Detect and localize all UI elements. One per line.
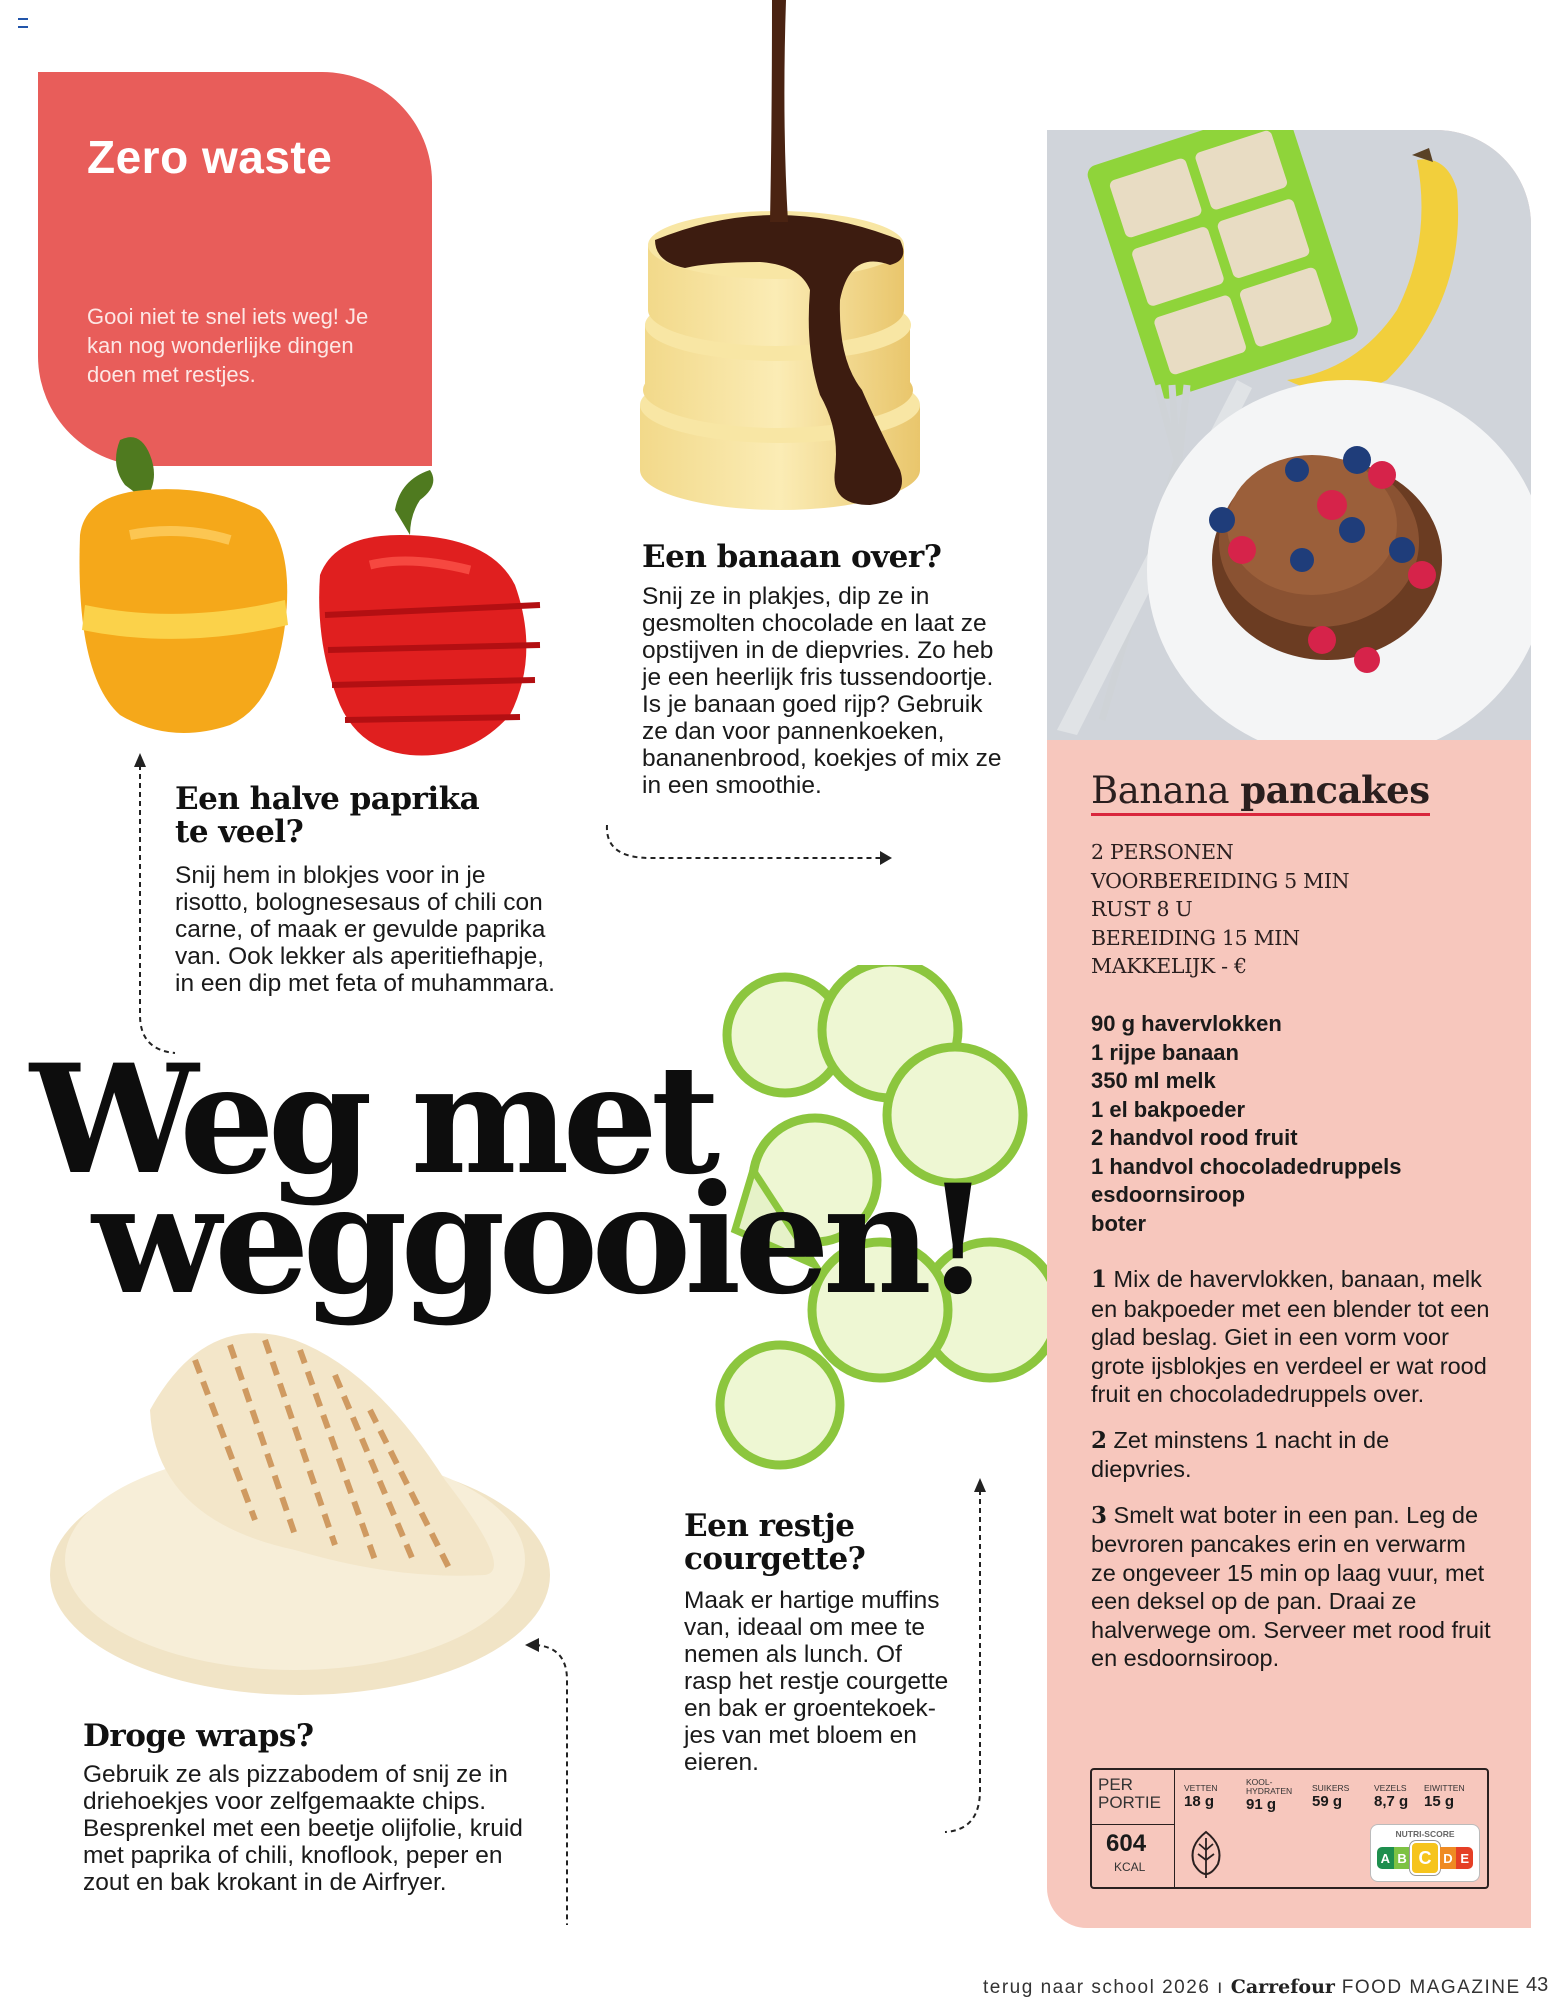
ingredient-item: 90 g havervlokken — [1091, 1011, 1282, 1036]
ingredient-item: esdoornsiroop — [1091, 1182, 1246, 1207]
step-text: Zet minstens 1 nacht in de diepvries. — [1091, 1426, 1390, 1482]
nutrient-fat — [1184, 1784, 1218, 1810]
banana-tip-body: Snij ze in plakjes, dip ze in gesmolten chocolade en laat ze opstijven in de diepvries. Zo heb je een heerlijk fris tussendoortje. Is je banaan goed rijp? Gebruik ze dan voor pannenkoeken, bananenbrood, koekjes of mix ze in een smoothie. — [642, 583, 1002, 799]
per-label: PER — [1098, 1775, 1133, 1794]
recipe-step — [1091, 1426, 1491, 1484]
recipe-title-light: Banana — [1091, 769, 1230, 812]
ingredient-item: 1 el bakpoeder — [1091, 1096, 1246, 1122]
nutrient-value: 59 g — [1312, 1793, 1343, 1810]
footer-brand: Carrefour — [1230, 1976, 1335, 1998]
bell-pepper-image — [70, 425, 590, 775]
footer-magazine: FOOD MAGAZINE — [1341, 1977, 1521, 1998]
banana-tip-heading: Een banaan over? — [642, 539, 942, 575]
recipe-servings: 2 PERSONEN — [1091, 840, 1234, 864]
nutri-score-badge — [1370, 1824, 1480, 1882]
nutri-score-scale — [1377, 1843, 1473, 1873]
recipe-prep-time: VOORBEREIDING 5 MIN — [1091, 868, 1350, 893]
nutrient-protein — [1424, 1784, 1465, 1810]
recipe-step — [1091, 1265, 1491, 1409]
ingredient-item: 1 handvol chocoladedruppels — [1091, 1153, 1402, 1179]
nutri-score-label: NUTRI-SCORE — [1395, 1829, 1455, 1839]
zero-waste-title: Zero waste — [87, 131, 333, 183]
nutrient-sugars — [1312, 1784, 1349, 1810]
nutrition-table — [1090, 1768, 1489, 1889]
ingredient-item: 350 ml melk — [1091, 1068, 1216, 1093]
step-text: Smelt wat boter in een pan. Leg de bevroren pancakes erin en verwarm ze ongeveer 15 min op laag vuur, met een deksel op de pan. Draai ze halverwege om. Serveer met rood fruit en esdoornsiroop. — [1091, 1501, 1491, 1671]
nutrient-label: KOOL-HYDRATEN — [1246, 1777, 1293, 1796]
recipe-cook-time: BEREIDING 15 MIN — [1091, 925, 1300, 950]
step-number: 1 — [1091, 1266, 1108, 1293]
ingredient-item: boter — [1091, 1210, 1146, 1236]
ingredient-list — [1091, 1010, 1402, 1238]
footer-separator: ı — [1217, 1977, 1224, 1998]
wraps-image — [45, 1320, 555, 1700]
courgette-tip-body: Maak er hartige muffins van, ideaal om mee te nemen als lunch. Of rasp het restje courgette en bak er groentekoek-jes van met bloem en eieren. — [684, 1587, 949, 1776]
nutrient-row — [1184, 1778, 1484, 1822]
leaf-icon — [1184, 1828, 1228, 1880]
paprika-tip-body: Snij hem in blokjes voor in je risotto, bolognesesaus of chili con carne, of maak er gevulde paprika van. Ook lekker als aperitiefhapje, in een dip met feta of muhammara. — [175, 862, 555, 997]
paprika-tip-heading: Een halve paprika te veel? — [175, 781, 480, 850]
dashed-arrow-right — [600, 820, 900, 870]
page-headline — [30, 1032, 984, 1328]
footer-issue: terug naar school 2026 — [983, 1977, 1211, 1998]
nutri-score-letter: C — [1410, 1841, 1439, 1875]
recipe-steps — [1091, 1265, 1491, 1690]
nutrient-label: VETTEN — [1184, 1783, 1218, 1793]
ingredient-item: 2 handvol rood fruit — [1091, 1125, 1298, 1150]
recipe-rest-time: RUST 8 U — [1091, 897, 1193, 921]
nutrient-value: 18 g — [1184, 1793, 1215, 1810]
nutri-score-letter: A — [1377, 1847, 1394, 1869]
nutrient-carbs — [1246, 1778, 1304, 1813]
step-number: 2 — [1091, 1426, 1108, 1454]
nutrient-fiber — [1374, 1784, 1408, 1810]
nutrient-label: SUIKERS — [1312, 1783, 1350, 1793]
recipe-step — [1091, 1501, 1491, 1673]
step-text: Mix de havervlokken, banaan, melk en bakpoeder met een blender tot een glad beslag. Giet in een vorm voor grote ijsblokjes en verdeel er wat rood fruit en chocoladedruppels over. — [1091, 1266, 1490, 1407]
step-number: 3 — [1091, 1501, 1108, 1529]
kcal-label: KCAL — [1114, 1860, 1146, 1874]
wraps-tip-heading: Droge wraps? — [83, 1718, 314, 1754]
chocolate-banana-image — [600, 0, 960, 540]
kcal-value: 604 — [1106, 1830, 1147, 1857]
nutrient-value: 91 g — [1246, 1796, 1277, 1813]
recipe-meta — [1091, 838, 1349, 981]
corner-mark — [18, 18, 28, 28]
recipe-title — [1091, 768, 1430, 816]
dashed-arrow-courgette — [940, 1470, 990, 1840]
wraps-tip-body: Gebruik ze als pizzabodem of snij ze in driehoekjes voor zelfgemaakte chips. Besprenkel met een beetje olijfolie, kruid met paprika of chili, knoflook, peper en zout en bak krokant in de Airfryer. — [83, 1761, 523, 1896]
page-number: 43 — [1526, 1974, 1549, 1996]
dashed-arrow-wraps — [525, 1635, 575, 1935]
nutrient-value: 8,7 g — [1374, 1793, 1409, 1810]
courgette-tip-heading: Een restje courgette? — [684, 1508, 866, 1577]
headline-line-1: Weg met — [30, 1032, 714, 1208]
nutri-score-letter: B — [1394, 1847, 1411, 1869]
headline-line-2: weggooien! — [92, 1152, 984, 1328]
nutrient-value: 15 g — [1424, 1793, 1455, 1810]
nutri-score-letter: D — [1440, 1847, 1457, 1869]
page-footer — [983, 1976, 1521, 1999]
recipe-title-bold: pancakes — [1240, 768, 1430, 812]
nutrient-label: VEZELS — [1374, 1783, 1407, 1793]
nutri-score-letter: E — [1456, 1847, 1473, 1869]
nutrient-label: EIWITTEN — [1424, 1783, 1465, 1793]
portion-label: PORTIE — [1098, 1793, 1161, 1812]
ingredient-item: 1 rijpe banaan — [1091, 1039, 1239, 1065]
recipe-difficulty: MAKKELIJK - € — [1091, 954, 1247, 978]
kcal-cell — [1092, 1824, 1175, 1887]
per-portion-cell — [1092, 1770, 1175, 1825]
zero-waste-intro: Gooi niet te snel iets weg! Je kan nog wonderlijke dingen doen met restjes. — [87, 304, 369, 387]
pancake-photo — [1047, 130, 1531, 740]
